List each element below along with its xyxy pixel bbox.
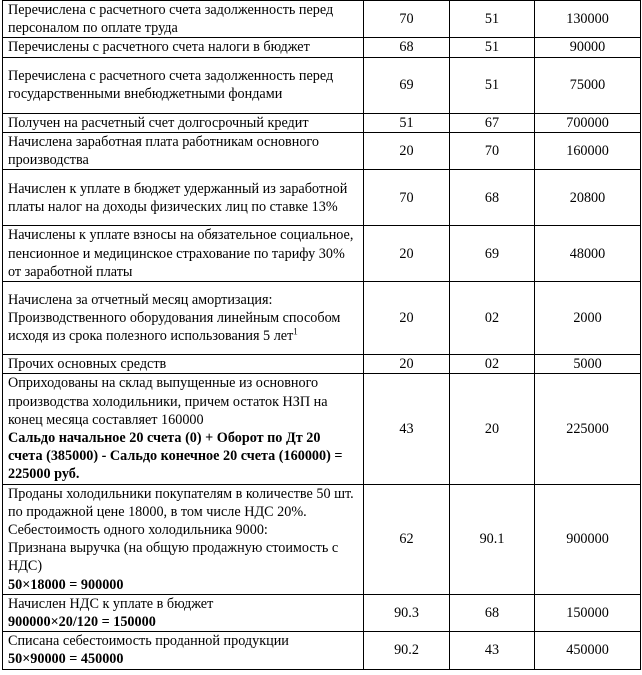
debit-account: 51: [364, 113, 450, 132]
description-text: Перечислены с расчетного счета налоги в бюджет: [8, 39, 310, 56]
debit-account: 69: [364, 57, 450, 113]
operation-description: [3, 170, 364, 226]
table-row: [3, 226, 641, 282]
credit-account: 51: [450, 57, 535, 113]
table-row: [3, 484, 641, 594]
debit-account: 20: [364, 355, 450, 374]
description-text: Начислена заработная плата работникам основного производства: [8, 133, 319, 169]
description-text: Оприходованы на склад выпущенные из основного производства холодильники, причем остаток НЗП на конец месяца составляет 160000: [8, 375, 328, 428]
description-text: Начислен НДС к уплате в бюджет: [8, 595, 214, 612]
debit-account: 62: [364, 484, 450, 594]
description-text: Получен на расчетный счет долгосрочный кредит: [8, 114, 309, 131]
debit-account: 70: [364, 170, 450, 226]
description-text: Начислена за отчетный месяц амортизация: Производственного оборудования линейным способом исходя из срока полезного использования 5 лет: [8, 291, 341, 345]
description-text: Списана себестоимость проданной продукции: [8, 633, 289, 650]
amount: 900000: [535, 484, 641, 594]
operation-description: [3, 374, 364, 484]
table-row: [3, 113, 641, 132]
credit-account: 90.1: [450, 484, 535, 594]
amount: 90000: [535, 38, 641, 57]
calculation-text: 50×90000 = 450000: [8, 651, 124, 668]
operation-description: [3, 113, 364, 132]
debit-account: 70: [364, 1, 450, 38]
description-text: Перечислена с расчетного счета задолженность перед государственными внебюджетными фондами: [8, 67, 334, 103]
table-row: [3, 632, 641, 669]
description-text: Перечислена с расчетного счета задолженность перед персоналом по оплате труда: [8, 2, 334, 37]
debit-account: 20: [364, 226, 450, 282]
calculation-text: 50×18000 = 900000: [8, 576, 124, 593]
credit-account: 51: [450, 1, 535, 38]
debit-account: 90.2: [364, 632, 450, 669]
description-text: Начислен к уплате в бюджет удержанный из заработной платы налог на доходы физических лиц по ставке 13%: [8, 180, 348, 215]
description-text: Начислены к уплате взносы на обязательное социальное, пенсионное и медицинское страхование по тарифу 30% от заработной платы: [8, 227, 354, 280]
calculation-text: Сальдо начальное 20 счета (0) + Оборот по Дт 20 счета (385000) - Сальдо конечное 20 счета (160000) = 225000 руб.: [8, 430, 343, 483]
operation-description: [3, 1, 364, 38]
debit-account: 20: [364, 132, 450, 169]
journal-entries-table: [2, 0, 641, 670]
debit-account: 20: [364, 282, 450, 355]
amount: 160000: [535, 132, 641, 169]
credit-account: 02: [450, 282, 535, 355]
amount: 700000: [535, 113, 641, 132]
table-row: [3, 374, 641, 484]
table-row: [3, 594, 641, 631]
description-text: Прочих основных средств: [8, 356, 167, 373]
credit-account: 69: [450, 226, 535, 282]
operation-description: [3, 57, 364, 113]
operation-description: [3, 132, 364, 169]
amount: 75000: [535, 57, 641, 113]
operation-description: [3, 355, 364, 374]
amount: 20800: [535, 170, 641, 226]
amount: 450000: [535, 632, 641, 669]
table-row: [3, 38, 641, 57]
amount: 2000: [535, 282, 641, 355]
amount: 5000: [535, 355, 641, 374]
credit-account: 43: [450, 632, 535, 669]
operation-description: [3, 594, 364, 631]
debit-account: 90.3: [364, 594, 450, 631]
amount: 48000: [535, 226, 641, 282]
credit-account: 68: [450, 594, 535, 631]
operation-description: [3, 38, 364, 57]
amount: 150000: [535, 594, 641, 631]
credit-account: 67: [450, 113, 535, 132]
credit-account: 68: [450, 170, 535, 226]
credit-account: 51: [450, 38, 535, 57]
calculation-text: 900000×20/120 = 150000: [8, 614, 156, 631]
operation-description: [3, 632, 364, 669]
operation-description: [3, 282, 364, 355]
table-row: [3, 282, 641, 355]
footnote-marker: 1: [293, 326, 298, 337]
credit-account: 70: [450, 132, 535, 169]
amount: 225000: [535, 374, 641, 484]
description-text: Проданы холодильники покупателям в количестве 50 шт. по продажной цене 18000, в том числе НДС 20%. Себестоимость одного холодильника 9000:: [8, 485, 354, 539]
amount: 130000: [535, 1, 641, 38]
table-row: [3, 57, 641, 113]
debit-account: 43: [364, 374, 450, 484]
operation-description: [3, 484, 364, 594]
table-row: [3, 1, 641, 38]
table-row: [3, 132, 641, 169]
description-text: Признана выручка (на общую продажную стоимость с НДС): [8, 540, 339, 575]
operation-description: [3, 226, 364, 282]
table-row: [3, 170, 641, 226]
debit-account: 68: [364, 38, 450, 57]
credit-account: 20: [450, 374, 535, 484]
credit-account: 02: [450, 355, 535, 374]
table-row: [3, 355, 641, 374]
